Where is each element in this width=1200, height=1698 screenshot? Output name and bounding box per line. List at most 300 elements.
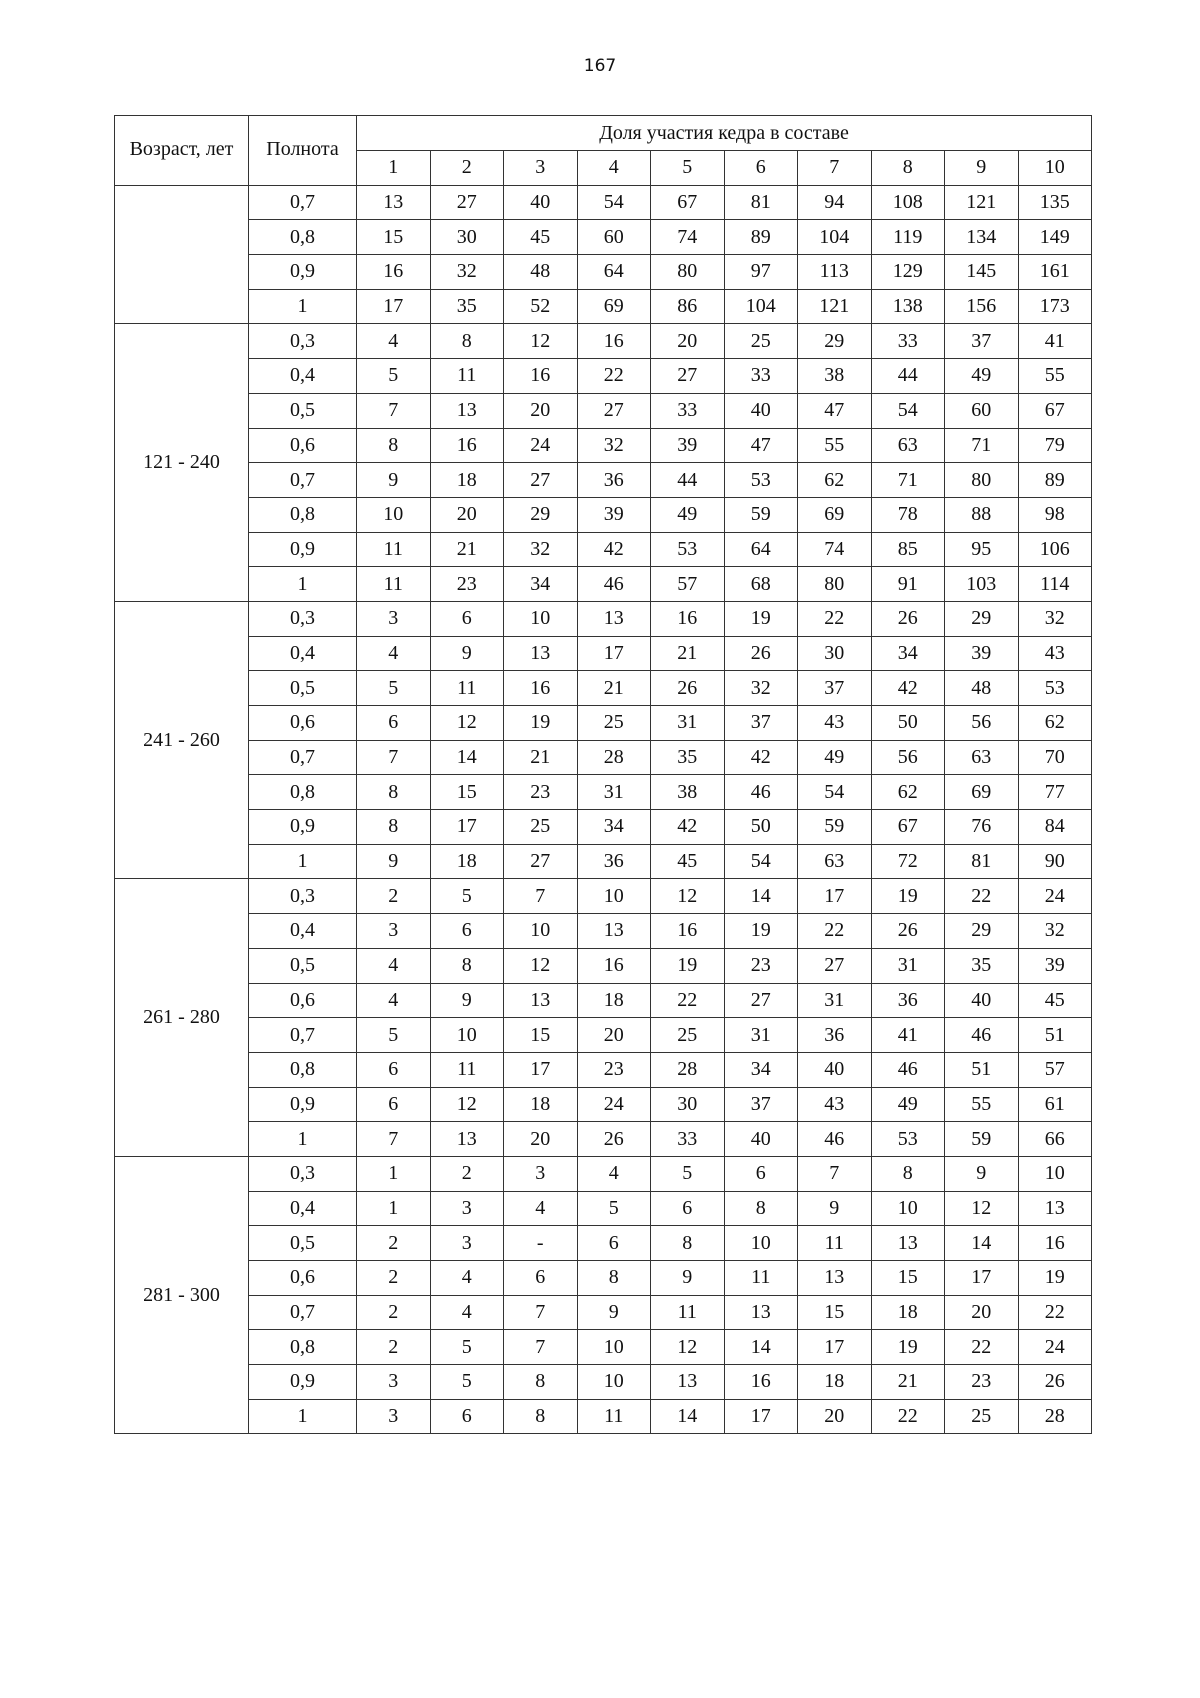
value-cell: 24 — [1018, 879, 1092, 914]
value-cell: 6 — [504, 1261, 578, 1296]
table-row — [115, 497, 1092, 532]
value-cell: 45 — [504, 220, 578, 255]
value-cell: 18 — [430, 844, 504, 879]
value-cell: 16 — [577, 324, 651, 359]
value-cell: 26 — [871, 914, 945, 949]
value-cell: 32 — [504, 532, 578, 567]
value-cell: 30 — [651, 1087, 725, 1122]
polnota-cell: 0,9 — [249, 1087, 357, 1122]
value-cell: 4 — [357, 636, 431, 671]
value-cell: 103 — [945, 567, 1019, 602]
value-cell: 42 — [577, 532, 651, 567]
value-cell: 29 — [945, 601, 1019, 636]
value-cell: 8 — [357, 775, 431, 810]
value-cell: 16 — [430, 428, 504, 463]
value-cell: 33 — [871, 324, 945, 359]
value-cell: 25 — [577, 706, 651, 741]
polnota-cell: 0,7 — [249, 185, 357, 220]
polnota-cell: 1 — [249, 567, 357, 602]
value-cell: 59 — [945, 1122, 1019, 1157]
value-cell: 13 — [871, 1226, 945, 1261]
value-cell: 8 — [504, 1399, 578, 1434]
value-cell: 49 — [798, 740, 872, 775]
value-cell: 33 — [651, 1122, 725, 1157]
value-cell: 11 — [798, 1226, 872, 1261]
polnota-cell: 0,3 — [249, 324, 357, 359]
value-cell: 28 — [651, 1052, 725, 1087]
value-cell: 34 — [871, 636, 945, 671]
value-cell: 10 — [724, 1226, 798, 1261]
value-cell: 69 — [798, 497, 872, 532]
value-cell: 8 — [357, 428, 431, 463]
value-cell: 80 — [651, 255, 725, 290]
value-cell: 35 — [945, 948, 1019, 983]
value-cell: 1 — [357, 1156, 431, 1191]
value-cell: 2 — [357, 1295, 431, 1330]
value-cell: 35 — [430, 289, 504, 324]
table-row — [115, 601, 1092, 636]
value-cell: 30 — [430, 220, 504, 255]
table-row — [115, 532, 1092, 567]
polnota-cell: 0,8 — [249, 775, 357, 810]
value-cell: 4 — [357, 948, 431, 983]
value-cell: 7 — [798, 1156, 872, 1191]
value-cell: 19 — [724, 601, 798, 636]
table-row — [115, 879, 1092, 914]
polnota-cell: 0,3 — [249, 601, 357, 636]
polnota-cell: 1 — [249, 289, 357, 324]
value-cell: 42 — [871, 671, 945, 706]
age-column-header: Возраст, лет — [115, 116, 249, 186]
value-cell: 12 — [504, 948, 578, 983]
value-cell: 21 — [871, 1365, 945, 1400]
value-cell: 71 — [945, 428, 1019, 463]
value-cell: 78 — [871, 497, 945, 532]
value-cell: 67 — [1018, 393, 1092, 428]
value-cell: 6 — [430, 1399, 504, 1434]
value-cell: 22 — [651, 983, 725, 1018]
value-cell: 43 — [1018, 636, 1092, 671]
value-cell: 4 — [504, 1191, 578, 1226]
polnota-cell: 0,7 — [249, 1018, 357, 1053]
value-cell: 63 — [945, 740, 1019, 775]
value-cell: 14 — [724, 1330, 798, 1365]
value-cell: 62 — [798, 463, 872, 498]
value-cell: 20 — [504, 1122, 578, 1157]
value-cell: 6 — [357, 1087, 431, 1122]
value-cell: 39 — [577, 497, 651, 532]
value-cell: 134 — [945, 220, 1019, 255]
table-row — [115, 1191, 1092, 1226]
value-cell: 86 — [651, 289, 725, 324]
table-row — [115, 428, 1092, 463]
polnota-cell: 0,9 — [249, 810, 357, 845]
value-cell: 25 — [724, 324, 798, 359]
value-cell: 13 — [577, 601, 651, 636]
value-cell: 15 — [357, 220, 431, 255]
value-cell: 21 — [504, 740, 578, 775]
value-cell: 4 — [430, 1295, 504, 1330]
value-cell: 54 — [577, 185, 651, 220]
value-cell: 17 — [724, 1399, 798, 1434]
value-cell: 6 — [357, 1052, 431, 1087]
value-cell: 2 — [357, 1330, 431, 1365]
table-row — [115, 220, 1092, 255]
value-cell: 5 — [430, 879, 504, 914]
value-cell: 4 — [357, 983, 431, 1018]
polnota-cell: 0,7 — [249, 1295, 357, 1330]
value-cell: 3 — [357, 601, 431, 636]
value-cell: 8 — [357, 810, 431, 845]
value-cell: 36 — [577, 844, 651, 879]
value-cell: 11 — [357, 532, 431, 567]
value-cell: 38 — [651, 775, 725, 810]
value-cell: 37 — [724, 706, 798, 741]
table-row — [115, 393, 1092, 428]
value-cell: 149 — [1018, 220, 1092, 255]
value-cell: 34 — [504, 567, 578, 602]
value-cell: 21 — [651, 636, 725, 671]
value-cell: 6 — [577, 1226, 651, 1261]
value-cell: 10 — [357, 497, 431, 532]
value-cell: 106 — [1018, 532, 1092, 567]
value-cell: 12 — [651, 879, 725, 914]
value-cell: 40 — [724, 393, 798, 428]
value-cell: 44 — [651, 463, 725, 498]
value-cell: 15 — [504, 1018, 578, 1053]
share-column-10: 10 — [1018, 151, 1092, 186]
value-cell: 24 — [504, 428, 578, 463]
value-cell: 135 — [1018, 185, 1092, 220]
value-cell: 80 — [798, 567, 872, 602]
value-cell: 25 — [651, 1018, 725, 1053]
polnota-cell: 0,4 — [249, 359, 357, 394]
value-cell: 18 — [798, 1365, 872, 1400]
polnota-cell: 1 — [249, 844, 357, 879]
value-cell: 4 — [577, 1156, 651, 1191]
value-cell: 8 — [651, 1226, 725, 1261]
value-cell: 108 — [871, 185, 945, 220]
value-cell: 50 — [871, 706, 945, 741]
value-cell: 97 — [724, 255, 798, 290]
value-cell: 7 — [504, 879, 578, 914]
polnota-cell: 0,6 — [249, 1261, 357, 1296]
value-cell: 113 — [798, 255, 872, 290]
polnota-cell: 0,5 — [249, 393, 357, 428]
polnota-cell: 1 — [249, 1122, 357, 1157]
value-cell: 11 — [430, 1052, 504, 1087]
value-cell: 25 — [504, 810, 578, 845]
table-row — [115, 1399, 1092, 1434]
data-table — [114, 115, 1092, 1434]
table-row — [115, 289, 1092, 324]
table-row — [115, 740, 1092, 775]
value-cell: 17 — [798, 1330, 872, 1365]
value-cell: 40 — [798, 1052, 872, 1087]
value-cell: 31 — [651, 706, 725, 741]
value-cell: 14 — [651, 1399, 725, 1434]
value-cell: 37 — [798, 671, 872, 706]
value-cell: 64 — [724, 532, 798, 567]
value-cell: 48 — [504, 255, 578, 290]
value-cell: 138 — [871, 289, 945, 324]
age-group-cell: 121 - 240 — [115, 324, 249, 602]
value-cell: 4 — [430, 1261, 504, 1296]
value-cell: 33 — [724, 359, 798, 394]
value-cell: 21 — [430, 532, 504, 567]
value-cell: 10 — [1018, 1156, 1092, 1191]
table-row — [115, 1330, 1092, 1365]
value-cell: 7 — [357, 1122, 431, 1157]
value-cell: 10 — [577, 1365, 651, 1400]
value-cell: 19 — [651, 948, 725, 983]
value-cell: 3 — [357, 914, 431, 949]
value-cell: 6 — [724, 1156, 798, 1191]
value-cell: 3 — [430, 1191, 504, 1226]
value-cell: 57 — [651, 567, 725, 602]
value-cell: 2 — [357, 879, 431, 914]
value-cell: 20 — [798, 1399, 872, 1434]
value-cell: 49 — [871, 1087, 945, 1122]
value-cell: 41 — [871, 1018, 945, 1053]
value-cell: 89 — [1018, 463, 1092, 498]
polnota-cell: 0,8 — [249, 220, 357, 255]
value-cell: 18 — [430, 463, 504, 498]
value-cell: 17 — [798, 879, 872, 914]
value-cell: 5 — [651, 1156, 725, 1191]
value-cell: 55 — [945, 1087, 1019, 1122]
value-cell: 32 — [724, 671, 798, 706]
value-cell: 8 — [577, 1261, 651, 1296]
value-cell: 24 — [577, 1087, 651, 1122]
value-cell: 114 — [1018, 567, 1092, 602]
value-cell: 63 — [798, 844, 872, 879]
value-cell: 13 — [1018, 1191, 1092, 1226]
value-cell: 145 — [945, 255, 1019, 290]
value-cell: 23 — [577, 1052, 651, 1087]
value-cell: 72 — [871, 844, 945, 879]
value-cell: 104 — [798, 220, 872, 255]
value-cell: 8 — [871, 1156, 945, 1191]
value-cell: 13 — [357, 185, 431, 220]
value-cell: 121 — [798, 289, 872, 324]
polnota-cell: 0,3 — [249, 879, 357, 914]
value-cell: 23 — [504, 775, 578, 810]
value-cell: 39 — [945, 636, 1019, 671]
value-cell: 13 — [798, 1261, 872, 1296]
value-cell: 129 — [871, 255, 945, 290]
value-cell: 29 — [945, 914, 1019, 949]
value-cell: 12 — [430, 1087, 504, 1122]
value-cell: 17 — [357, 289, 431, 324]
value-cell: 6 — [651, 1191, 725, 1226]
value-cell: 23 — [430, 567, 504, 602]
value-cell: 119 — [871, 220, 945, 255]
value-cell: 16 — [651, 914, 725, 949]
value-cell: 17 — [504, 1052, 578, 1087]
value-cell: 16 — [357, 255, 431, 290]
value-cell: 15 — [798, 1295, 872, 1330]
value-cell: 69 — [577, 289, 651, 324]
value-cell: 5 — [357, 359, 431, 394]
value-cell: 19 — [724, 914, 798, 949]
age-group-cell: 241 - 260 — [115, 601, 249, 879]
table-row — [115, 1087, 1092, 1122]
value-cell: 52 — [504, 289, 578, 324]
value-cell: 9 — [651, 1261, 725, 1296]
value-cell: 40 — [724, 1122, 798, 1157]
value-cell: 94 — [798, 185, 872, 220]
value-cell: 35 — [651, 740, 725, 775]
value-cell: 46 — [724, 775, 798, 810]
value-cell: 62 — [1018, 706, 1092, 741]
value-cell: 21 — [577, 671, 651, 706]
value-cell: 5 — [357, 671, 431, 706]
value-cell: 54 — [798, 775, 872, 810]
value-cell: 20 — [945, 1295, 1019, 1330]
value-cell: 26 — [1018, 1365, 1092, 1400]
value-cell: 38 — [798, 359, 872, 394]
table-body — [115, 185, 1092, 1434]
polnota-cell: 0,7 — [249, 740, 357, 775]
share-column-6: 6 — [724, 151, 798, 186]
value-cell: 13 — [430, 1122, 504, 1157]
table-row — [115, 359, 1092, 394]
value-cell: 80 — [945, 463, 1019, 498]
value-cell: 81 — [945, 844, 1019, 879]
table-row — [115, 914, 1092, 949]
value-cell: 10 — [504, 914, 578, 949]
value-cell: 32 — [1018, 601, 1092, 636]
value-cell: 10 — [504, 601, 578, 636]
value-cell: 11 — [724, 1261, 798, 1296]
value-cell: 10 — [577, 1330, 651, 1365]
polnota-cell: 0,4 — [249, 914, 357, 949]
value-cell: 16 — [504, 359, 578, 394]
value-cell: 29 — [504, 497, 578, 532]
table-row — [115, 1226, 1092, 1261]
value-cell: 40 — [945, 983, 1019, 1018]
value-cell: 26 — [724, 636, 798, 671]
age-group-cell — [115, 185, 249, 324]
value-cell: 39 — [651, 428, 725, 463]
value-cell: 32 — [430, 255, 504, 290]
table-row — [115, 706, 1092, 741]
value-cell: 10 — [577, 879, 651, 914]
value-cell: 22 — [798, 914, 872, 949]
value-cell: 22 — [798, 601, 872, 636]
value-cell: 11 — [430, 359, 504, 394]
value-cell: 53 — [871, 1122, 945, 1157]
share-column-8: 8 — [871, 151, 945, 186]
value-cell: 11 — [357, 567, 431, 602]
value-cell: 27 — [724, 983, 798, 1018]
value-cell: 3 — [357, 1399, 431, 1434]
value-cell: 26 — [871, 601, 945, 636]
value-cell: 63 — [871, 428, 945, 463]
value-cell: 2 — [430, 1156, 504, 1191]
value-cell: 79 — [1018, 428, 1092, 463]
value-cell: 20 — [504, 393, 578, 428]
value-cell: 46 — [871, 1052, 945, 1087]
value-cell: - — [504, 1226, 578, 1261]
polnota-cell: 0,6 — [249, 983, 357, 1018]
value-cell: 13 — [504, 983, 578, 1018]
value-cell: 66 — [1018, 1122, 1092, 1157]
value-cell: 8 — [724, 1191, 798, 1226]
value-cell: 46 — [945, 1018, 1019, 1053]
value-cell: 36 — [577, 463, 651, 498]
value-cell: 6 — [357, 706, 431, 741]
polnota-cell: 0,7 — [249, 463, 357, 498]
table-row — [115, 671, 1092, 706]
value-cell: 3 — [430, 1226, 504, 1261]
value-cell: 14 — [945, 1226, 1019, 1261]
value-cell: 68 — [724, 567, 798, 602]
value-cell: 9 — [798, 1191, 872, 1226]
value-cell: 43 — [798, 706, 872, 741]
value-cell: 40 — [504, 185, 578, 220]
value-cell: 54 — [871, 393, 945, 428]
value-cell: 49 — [945, 359, 1019, 394]
value-cell: 50 — [724, 810, 798, 845]
value-cell: 43 — [798, 1087, 872, 1122]
value-cell: 67 — [651, 185, 725, 220]
value-cell: 16 — [577, 948, 651, 983]
value-cell: 48 — [945, 671, 1019, 706]
polnota-cell: 0,4 — [249, 1191, 357, 1226]
value-cell: 30 — [798, 636, 872, 671]
value-cell: 53 — [651, 532, 725, 567]
value-cell: 121 — [945, 185, 1019, 220]
age-group-cell: 281 - 300 — [115, 1156, 249, 1434]
page-number: 167 — [583, 56, 617, 76]
value-cell: 22 — [945, 1330, 1019, 1365]
value-cell: 19 — [871, 1330, 945, 1365]
value-cell: 19 — [871, 879, 945, 914]
value-cell: 10 — [871, 1191, 945, 1226]
value-cell: 3 — [357, 1365, 431, 1400]
value-cell: 13 — [724, 1295, 798, 1330]
value-cell: 85 — [871, 532, 945, 567]
value-cell: 61 — [1018, 1087, 1092, 1122]
value-cell: 10 — [430, 1018, 504, 1053]
table-row — [115, 185, 1092, 220]
polnota-cell: 0,9 — [249, 255, 357, 290]
value-cell: 27 — [798, 948, 872, 983]
value-cell: 104 — [724, 289, 798, 324]
value-cell: 27 — [651, 359, 725, 394]
value-cell: 88 — [945, 497, 1019, 532]
value-cell: 11 — [430, 671, 504, 706]
value-cell: 20 — [651, 324, 725, 359]
value-cell: 13 — [504, 636, 578, 671]
value-cell: 56 — [871, 740, 945, 775]
value-cell: 22 — [577, 359, 651, 394]
table-row — [115, 775, 1092, 810]
value-cell: 45 — [1018, 983, 1092, 1018]
value-cell: 13 — [430, 393, 504, 428]
table-row — [115, 844, 1092, 879]
value-cell: 18 — [871, 1295, 945, 1330]
value-cell: 17 — [430, 810, 504, 845]
value-cell: 5 — [430, 1330, 504, 1365]
value-cell: 90 — [1018, 844, 1092, 879]
polnota-cell: 0,6 — [249, 706, 357, 741]
value-cell: 23 — [945, 1365, 1019, 1400]
value-cell: 51 — [1018, 1018, 1092, 1053]
polnota-cell: 0,9 — [249, 1365, 357, 1400]
